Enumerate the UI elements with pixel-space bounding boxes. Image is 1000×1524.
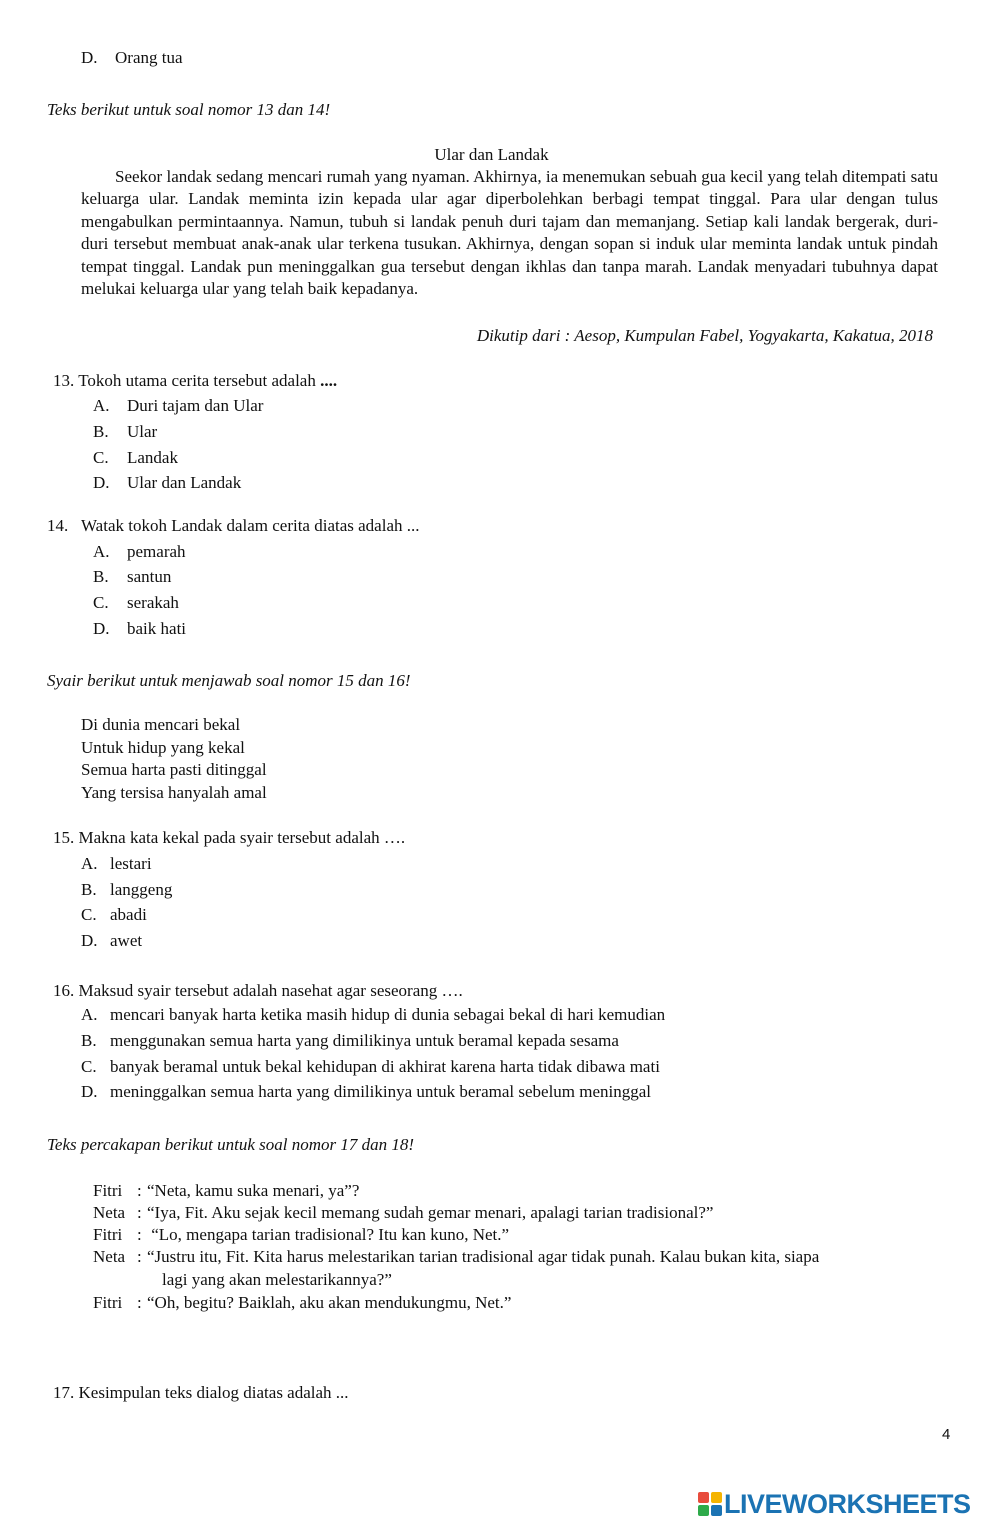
dialog-speaker: Fitri (93, 1225, 123, 1244)
dialog-text: “Iya, Fit. Aku sejak kecil memang sudah gemar menari, apalagi tarian tradisional?” (147, 1203, 714, 1222)
q14-option-d[interactable] (93, 618, 186, 640)
option-text: serakah (127, 593, 179, 612)
q13-option-c[interactable] (93, 447, 178, 469)
story-source: Dikutip dari : Aesop, Kumpulan Fabel, Yogyakarta, Kakatua, 2018 (476, 326, 933, 345)
q16-option-d[interactable] (81, 1081, 651, 1103)
poem-line: Semua harta pasti ditinggal (81, 760, 267, 779)
dialog-text: “Oh, begitu? Baiklah, aku akan mendukungmu, Net.” (147, 1293, 512, 1312)
option-text: langgeng (110, 880, 173, 899)
dialog-speaker: Neta (93, 1203, 126, 1222)
question-text: Kesimpulan teks dialog diatas adalah ... (78, 1383, 349, 1402)
q15-option-b[interactable] (81, 879, 172, 901)
question-text: Maksud syair tersebut adalah nasehat agar seseorang …. (78, 981, 463, 1000)
dialog-separator: : (137, 1181, 142, 1200)
option-letter: C. (81, 1057, 97, 1076)
page-number: 4 (942, 1426, 951, 1443)
q16-option-c[interactable] (81, 1056, 660, 1078)
story-paragraph: Seekor landak sedang mencari rumah yang nyaman. Akhirnya, ia menemukan sebuah gua kecil yang telah ditempati satu keluarga ular. Landak meminta izin kepada ular agar diperbolehkan berbagi tempat tinggal. Para ular dengan tulus mengabulkan permintaannya. Namun, tubuh si landak penuh duri tajam dan memanjang. Setiap kali landak bergerak, duri-duri tersebut membuat anak-anak ular terkena tusukan. Akhirnya, dengan sopan si induk ular meminta landak untuk pindah tempat tinggal. Landak pun meninggalkan gua tersebut dengan ikhlas dan tanpa marah. Landak menyadari tubuhnya dapat melukai keluarga ular yang telah baik kepadanya. (81, 167, 938, 299)
option-text: menggunakan semua harta yang dimilikinya untuk beramal kepada sesama (110, 1031, 619, 1050)
question-17 (53, 1382, 349, 1404)
option-text: Ular dan Landak (127, 473, 242, 492)
dialog-separator: : (137, 1203, 142, 1222)
liveworksheets-mark-icon (698, 1492, 722, 1516)
option-letter: A. (93, 542, 110, 561)
story-body (81, 166, 938, 300)
option-letter: C. (81, 905, 97, 924)
q15-option-c[interactable] (81, 904, 147, 926)
option-text: abadi (110, 905, 147, 924)
question-number: 13. (53, 371, 75, 390)
option-letter: A. (93, 396, 110, 415)
option-letter: B. (93, 567, 109, 586)
dialog-separator: : (137, 1247, 142, 1266)
q13-option-d[interactable] (93, 472, 241, 494)
question-number: 17. (53, 1383, 75, 1402)
poem-line: Yang tersisa hanyalah amal (81, 782, 267, 802)
question-number: 15. (53, 828, 75, 847)
question-blank: .... (320, 371, 338, 390)
instruction-15-16: Syair berikut untuk menjawab soal nomor 15 dan 16! (47, 671, 411, 690)
option-letter: A. (81, 1005, 98, 1024)
dialog-text: “Neta, kamu suka menari, ya”? (147, 1181, 360, 1200)
option-text: Orang tua (115, 48, 183, 67)
mark-tile-blue (711, 1505, 722, 1516)
option-text: awet (110, 931, 143, 950)
option-letter: B. (81, 880, 97, 899)
option-letter: A. (81, 854, 98, 873)
poem (81, 714, 267, 804)
option-text: Landak (127, 448, 178, 467)
liveworksheets-logo (698, 1490, 971, 1518)
story-title: Ular dan Landak (434, 145, 549, 164)
dialog-line (93, 1292, 511, 1314)
option-text: pemarah (127, 542, 186, 561)
dialog-line (93, 1202, 713, 1224)
dialog-text: “Lo, mengapa tarian tradisional? Itu kan kuno, Net.” (147, 1225, 510, 1244)
option-text: Duri tajam dan Ular (127, 396, 264, 415)
dialog-speaker: Neta (93, 1247, 126, 1266)
dialog-text: “Justru itu, Fit. Kita harus melestarikan tarian tradisional agar tidak punah. Kalau bukan kita, siapa (147, 1247, 820, 1266)
option-letter: C. (93, 448, 109, 467)
option-letter: D. (93, 473, 110, 492)
dialog-separator: : (137, 1293, 142, 1312)
option-letter: D. (81, 931, 98, 950)
dialog-speaker: Fitri (93, 1181, 123, 1200)
instruction-13-14: Teks berikut untuk soal nomor 13 dan 14! (47, 100, 331, 119)
option-text: banyak beramal untuk bekal kehidupan di akhirat karena harta tidak dibawa mati (110, 1057, 660, 1076)
question-text: Tokoh utama cerita tersebut adalah (78, 371, 316, 390)
q12-option-d[interactable] (81, 47, 183, 69)
question-14 (47, 515, 420, 537)
q14-option-b[interactable] (93, 566, 171, 588)
dialog-continuation: lagi yang akan melestarikannya?” (162, 1270, 392, 1289)
poem-line: Untuk hidup yang kekal (81, 737, 245, 757)
q13-option-a[interactable] (93, 395, 263, 417)
q14-option-a[interactable] (93, 541, 186, 563)
question-number: 16. (53, 981, 75, 1000)
dialog-line (93, 1246, 819, 1268)
option-letter: D. (93, 619, 110, 638)
mark-tile-red (698, 1492, 709, 1503)
option-letter: D. (81, 48, 98, 67)
brand-name: LIVEWORKSHEETS (724, 1489, 971, 1519)
option-text: lestari (110, 854, 152, 873)
option-letter: C. (93, 593, 109, 612)
mark-tile-green (698, 1505, 709, 1516)
option-text: Ular (127, 422, 158, 441)
option-letter: D. (81, 1082, 98, 1101)
option-text: santun (127, 567, 172, 586)
option-text: meninggalkan semua harta yang dimilikinya untuk beramal sebelum meninggal (110, 1082, 652, 1101)
question-16 (53, 980, 463, 1002)
q16-option-b[interactable] (81, 1030, 619, 1052)
question-number: 14. (47, 516, 69, 535)
question-15 (53, 827, 405, 849)
q15-option-d[interactable] (81, 930, 142, 952)
question-text: Makna kata kekal pada syair tersebut adalah …. (78, 828, 406, 847)
mark-tile-yellow (711, 1492, 722, 1503)
question-13 (53, 370, 337, 392)
dialog-line (93, 1180, 359, 1202)
q16-option-a[interactable] (81, 1004, 665, 1026)
option-text: baik hati (127, 619, 187, 638)
option-letter: B. (81, 1031, 97, 1050)
poem-line: Di dunia mencari bekal (81, 715, 241, 734)
instruction-17-18: Teks percakapan berikut untuk soal nomor 17 dan 18! (47, 1135, 415, 1154)
dialog-separator: : (137, 1225, 142, 1244)
option-text: mencari banyak harta ketika masih hidup di dunia sebagai bekal di hari kemudian (110, 1005, 666, 1024)
dialog-speaker: Fitri (93, 1293, 123, 1312)
dialog-line (93, 1224, 509, 1246)
q14-option-c[interactable] (93, 592, 179, 614)
question-text: Watak tokoh Landak dalam cerita diatas adalah ... (81, 516, 420, 535)
q13-option-b[interactable] (93, 421, 157, 443)
q15-option-a[interactable] (81, 853, 152, 875)
option-letter: B. (93, 422, 109, 441)
